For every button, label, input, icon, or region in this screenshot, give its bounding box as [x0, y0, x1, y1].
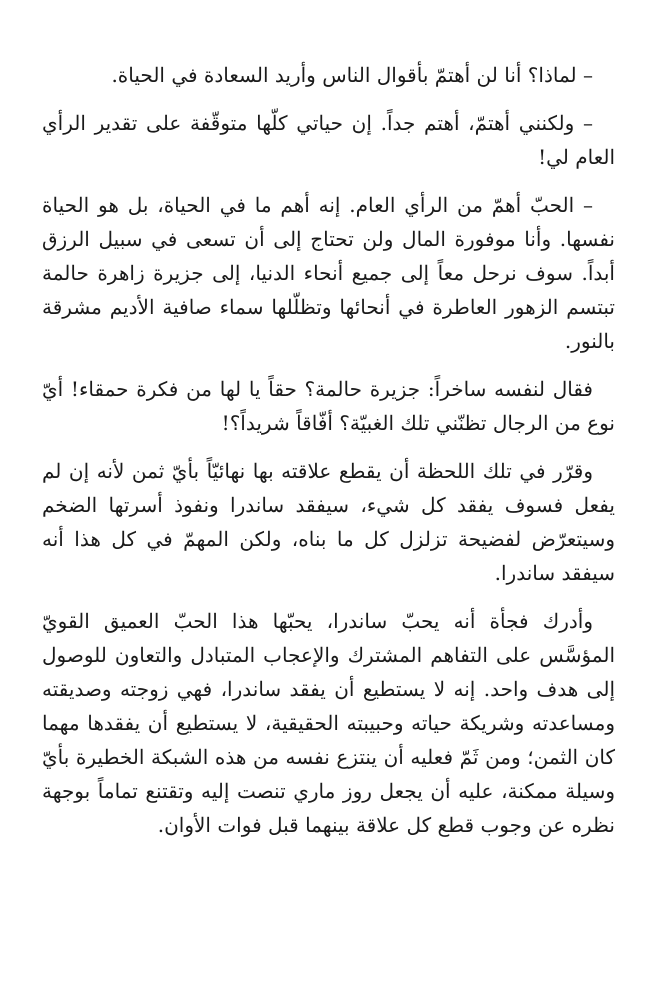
dialogue-paragraph-2: – ولكنني أهتمّ، أهتم جداً. إن حياتي كلّها متوقّفة على تقدير الرأي العام لي!: [42, 111, 615, 169]
dialogue-paragraph-3: – الحبّ أهمّ من الرأي العام. إنه أهم ما في الحياة، بل هو الحياة نفسها. وأنا موفورة المال ولن تحتاج إلى أن تسعى في سبيل الرزق أبداً. سوف نرحل معاً إلى جميع أنحاء الدنيا، إلى جزيرة زاهرة حالمة تبتسم الزهور العاطرة في أنحائها وتظلّلها سماء صافية الأديم مشرقة بالنور.: [42, 193, 615, 353]
narration-paragraph-3: وأدرك فجأة أنه يحبّ ساندرا، يحبّها هذا الحبّ العميق القويّ المؤسَّس على التفاهم المشترك والإعجاب المتبادل والتعاون للوصول إلى هدف واحد. إنه لا يستطيع أن يفقد ساندرا، فهي زوجته وصديقته ومساعدته وشريكة حياته وحبيبته الحقيقية، لا يستطيع أن يفقدها مهما كان الثمن؛ ومن ثَمّ فعليه أن ينتزع نفسه من هذه الشبكة الخطيرة بأيّ وسيلة ممكنة، عليه أن يجعل روز ماري تنصت إليه وتقتنع تماماً بوجهة نظره عن وجوب قطع كل علاقة بينهما قبل فوات الأوان.: [42, 609, 615, 837]
narration-paragraph-2: وقرّر في تلك اللحظة أن يقطع علاقته بها نهائيّاً بأيّ ثمن لأنه إن لم يفعل فسوف يفقد كل شيء، سيفقد ساندرا ونفوذ أسرتها الضخم وسيتعرّض لفضيحة تزلزل كل ما بناه، ولكن المهمّ في كل هذا أنه سيفقد ساندرا.: [42, 459, 615, 585]
narration-paragraph-1: فقال لنفسه ساخراً: جزيرة حالمة؟ حقاً يا لها من فكرة حمقاء! أيّ نوع من الرجال تظنّني تلك الغبيّة؟ أفّاقاً شريداً؟!: [42, 377, 615, 435]
dialogue-paragraph-1: – لماذا؟ أنا لن أهتمّ بأقوال الناس وأريد السعادة في الحياة.: [111, 63, 593, 87]
